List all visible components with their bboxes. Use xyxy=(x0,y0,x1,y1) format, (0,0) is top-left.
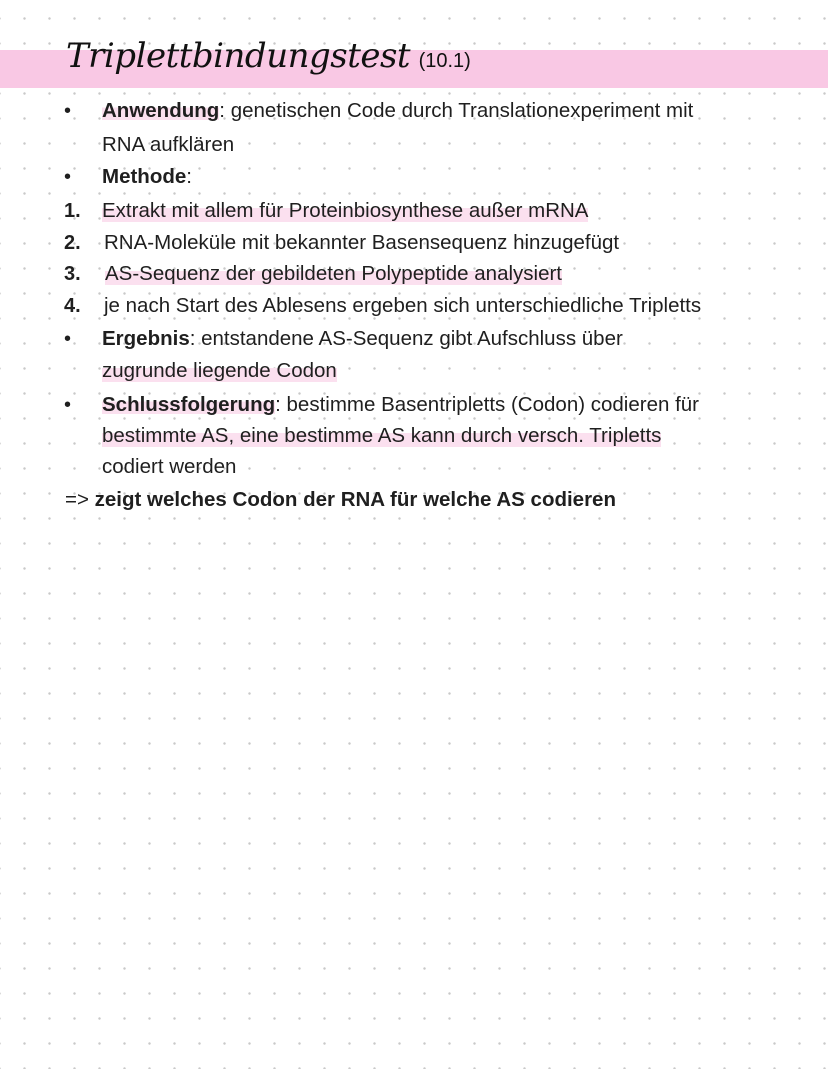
bullet-marker: • xyxy=(64,328,72,350)
step-number: 4. xyxy=(64,295,81,317)
step-text: Extrakt mit allem für Proteinbiosynthese außer mRNA xyxy=(102,199,589,222)
title-text: Triplettbindungstest xyxy=(66,36,411,76)
item-label: Ergebnis xyxy=(102,327,190,350)
item-text: : entstandene AS-Sequenz gibt Aufschluss über xyxy=(189,327,623,350)
page-title xyxy=(66,36,471,76)
step-text: AS-Sequenz der gebildeten Polypeptide analysiert xyxy=(105,262,562,285)
conclusion-text: zeigt welches Codon der RNA für welche AS codieren xyxy=(94,488,616,511)
item-label: Schlussfolgerung xyxy=(102,393,276,416)
step-number: 2. xyxy=(64,232,81,254)
item-text-cont: codiert werden xyxy=(102,455,237,478)
step-number: 3. xyxy=(64,263,81,285)
step-text: RNA-Moleküle mit bekannter Basensequenz hinzugefügt xyxy=(104,231,620,254)
step-text: je nach Start des Ablesens ergeben sich unterschiedliche Tripletts xyxy=(104,294,702,317)
item-label: Anwendung xyxy=(102,99,220,122)
conclusion-line xyxy=(65,487,616,513)
item-text-cont: RNA aufklären xyxy=(102,133,235,156)
item-text: : genetischen Code durch Translationexperiment mit xyxy=(219,99,694,122)
bullet-marker: • xyxy=(64,166,72,188)
item-text-cont: bestimmte AS, eine bestimme AS kann durch versch. Tripletts xyxy=(102,424,662,447)
item-label: Methode xyxy=(102,165,187,188)
step-number: 1. xyxy=(64,200,81,222)
bullet-marker: • xyxy=(64,394,72,416)
item-text-cont: zugrunde liegende Codon xyxy=(102,359,337,382)
title-reference: (10.1) xyxy=(418,50,471,72)
item-text: : bestimme Basentripletts (Codon) codieren für xyxy=(275,393,699,416)
bullet-marker: • xyxy=(64,100,72,122)
item-text: : xyxy=(186,165,192,188)
conclusion-arrow: => xyxy=(65,488,89,511)
